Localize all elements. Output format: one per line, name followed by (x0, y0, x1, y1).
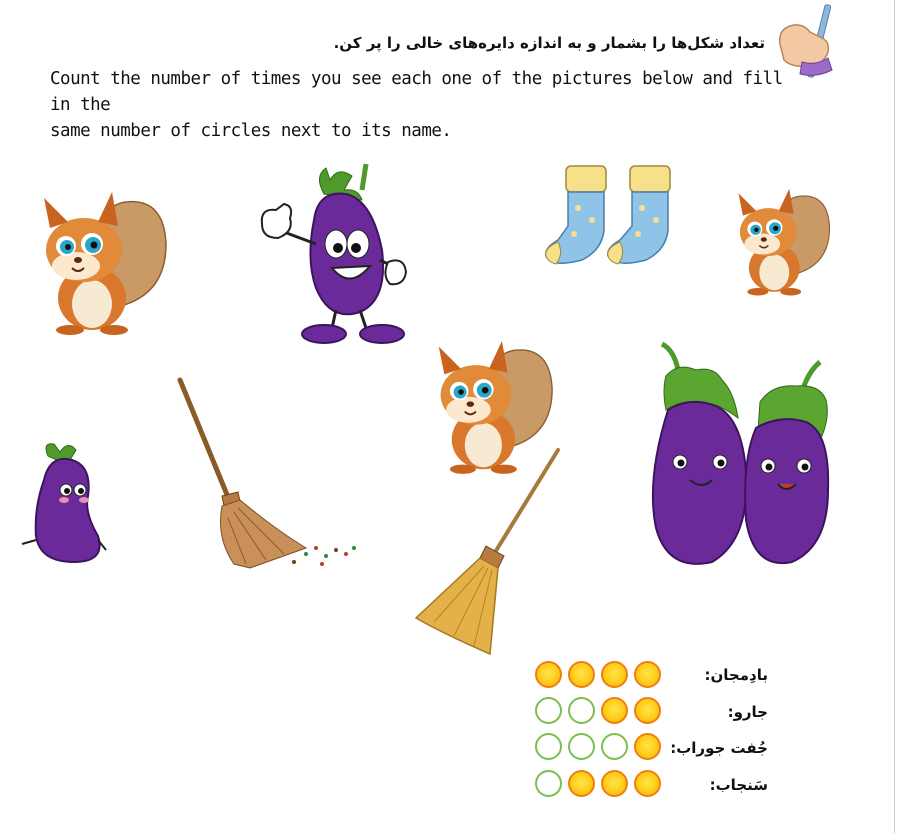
page-edge (894, 0, 895, 833)
answer-circle-filled[interactable] (601, 697, 628, 724)
instruction-english (50, 66, 790, 144)
answer-label-broom: جارو: (727, 703, 768, 721)
answer-circle-empty[interactable] (535, 733, 562, 760)
answer-circle-filled[interactable] (634, 770, 661, 797)
answer-circle-empty[interactable] (535, 697, 562, 724)
answer-circle-filled[interactable] (601, 661, 628, 688)
socks-icon (542, 164, 674, 268)
answer-circle-filled[interactable] (601, 770, 628, 797)
answer-circle-filled[interactable] (634, 661, 661, 688)
instruction-english-line2: same number of circles next to its name. (50, 121, 452, 141)
answer-circle-empty[interactable] (535, 770, 562, 797)
eggplant-pair-icon (650, 340, 836, 570)
answer-label-eggplant: بادِمجان: (704, 666, 768, 684)
answer-circle-empty[interactable] (601, 733, 628, 760)
broom-icon (414, 446, 562, 658)
answer-circle-filled[interactable] (634, 697, 661, 724)
eggplant-icon (254, 160, 414, 346)
squirrel-icon (725, 185, 831, 297)
squirrel-icon (26, 188, 168, 336)
eggplant-icon (20, 440, 110, 566)
answer-circle-empty[interactable] (568, 697, 595, 724)
answer-label-squirrel: سَنجاب: (709, 776, 768, 794)
instruction-english-line1: Count the number of times you see each one of the pictures below and fill in the (50, 69, 783, 115)
answer-circle-filled[interactable] (568, 661, 595, 688)
answer-circle-filled[interactable] (568, 770, 595, 797)
broom-icon (176, 378, 362, 580)
answer-circle-filled[interactable] (535, 661, 562, 688)
instruction-farsi: تعداد شکل‌ها را بشمار و به اندازه دایره‌های خالی را پر کن. (333, 34, 765, 52)
answer-circle-filled[interactable] (634, 733, 661, 760)
answer-label-socks: جُفت جوراب: (670, 739, 768, 757)
answer-circle-empty[interactable] (568, 733, 595, 760)
